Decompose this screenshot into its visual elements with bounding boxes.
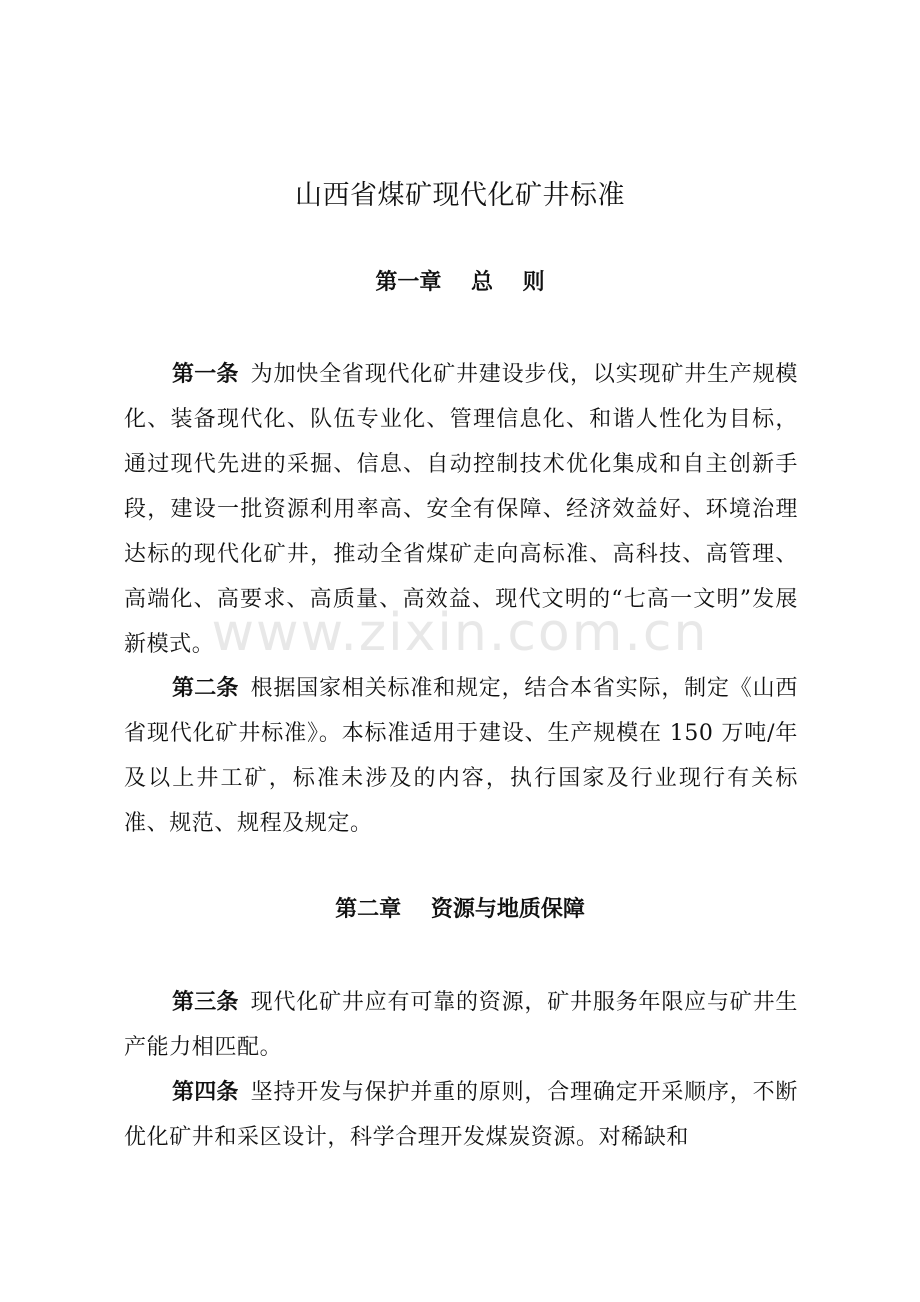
article-1-text: 为加快全省现代化矿井建设步伐，以实现矿井生产规模化、装备现代化、队伍专业化、管理信息化、和谐人性化为目标，通过现代先进的采掘、信息、自动控制技术优化集成和自主创新手段，建设一批资源利用率高、安全有保障、经济效益好、环境治理达标的现代化矿井，推动全省煤矿走向高标准、高科技、高管理、高端化、高要求、高质量、高效益、现代文明的“七高一文明”发展新模式。 (124, 362, 798, 657)
article-2-label: 第二条 (172, 676, 239, 701)
article-1-label: 第一条 (172, 362, 239, 387)
article-2-text: 根据国家相关标准和规定，结合本省实际，制定《山西省现代化矿井标准》。本标准适用于建设、生产规模在 150 万吨/年及以上井工矿，标准未涉及的内容，执行国家及行业现行有关标准、规范、规程及规定。 (124, 676, 798, 836)
article-2 (124, 666, 798, 846)
article-3 (124, 980, 798, 1070)
article-3-label: 第三条 (172, 990, 239, 1015)
article-4-text: 坚持开发与保护并重的原则，合理确定开采顺序，不断优化矿井和采区设计，科学合理开发煤炭资源。对稀缺和 (124, 1080, 798, 1150)
article-3-text: 现代化矿井应有可靠的资源，矿井服务年限应与矿井生产能力相匹配。 (124, 990, 798, 1060)
article-4 (124, 1070, 798, 1160)
article-1 (124, 352, 798, 667)
chapter-2-heading: 第二章 资源与地质保障 (335, 897, 585, 922)
site-watermark: www.zixin.com.cn (211, 603, 709, 663)
article-4-label: 第四条 (172, 1080, 239, 1105)
chapter-1-heading: 第一章 总 则 (375, 270, 545, 295)
document-title: 山西省煤矿现代化矿井标准 (295, 180, 625, 211)
